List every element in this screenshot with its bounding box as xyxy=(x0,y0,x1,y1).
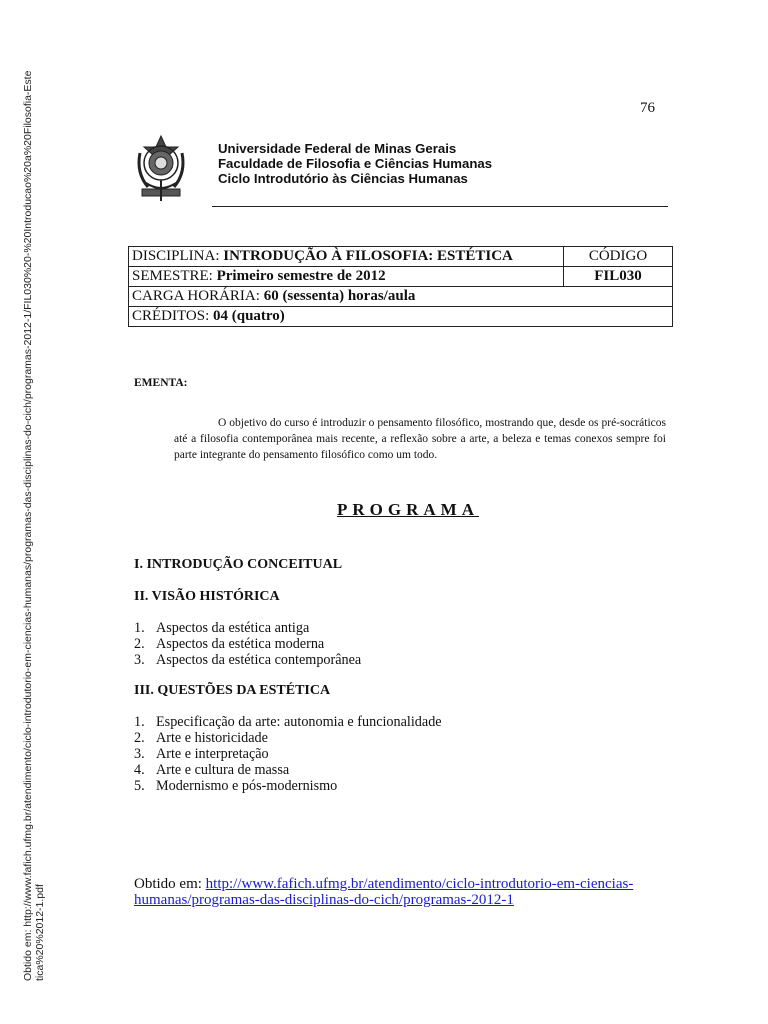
carga-value: 60 (sessenta) horas/aula xyxy=(263,288,416,304)
list-item-number: 5. xyxy=(134,778,145,794)
ementa-label: EMENTA: xyxy=(134,377,188,389)
faculty-name: Faculdade de Filosofia e Ciências Humanas xyxy=(218,156,493,171)
creditos-cell xyxy=(129,307,673,327)
list-item-number: 1. xyxy=(134,620,145,636)
side-url-line1: Obtido em: http://www.fafich.ufmg.br/atendimento/ciclo-introdutorio-em-ciencias-humanas/programas-das-disciplinas-do-cich/programas-2012-1/FIL030%20-%20Introducao%20a%20Filosofia-Este xyxy=(22,70,34,981)
ementa-text: O objetivo do curso é introduzir o pensamento filosófico, mostrando que, desde os pré-socráticos até a filosofia contemporânea mais recente, a reflexão sobre a arte, a beleza e temas conexos sempre foi parte integrante do pensamento filosófico como um todo. xyxy=(174,417,666,461)
list-item xyxy=(134,714,442,730)
header-divider xyxy=(212,206,668,207)
side-source-url xyxy=(22,0,46,985)
list-item xyxy=(134,620,361,636)
list-item-number: 3. xyxy=(134,652,145,668)
codigo-label: CÓDIGO xyxy=(564,247,673,267)
list-item xyxy=(134,762,442,778)
semestre-label: SEMESTRE: xyxy=(132,268,217,284)
list-item-number: 2. xyxy=(134,730,145,746)
course-info-table xyxy=(128,246,673,327)
carga-cell xyxy=(129,287,673,307)
disciplina-label: DISCIPLINA: xyxy=(132,248,224,264)
list-item xyxy=(134,746,442,762)
aesthetics-questions-list xyxy=(134,714,442,794)
programa-title: PROGRAMA xyxy=(337,500,479,519)
footer-prefix: Obtido em: xyxy=(134,876,206,892)
section-heading-3: III. QUESTÕES DA ESTÉTICA xyxy=(134,683,331,698)
list-item xyxy=(134,652,361,668)
list-item xyxy=(134,778,442,794)
list-item-text: Especificação da arte: autonomia e funcionalidade xyxy=(156,714,442,730)
table-row xyxy=(129,267,673,287)
section-heading-2: II. VISÃO HISTÓRICA xyxy=(134,589,280,604)
creditos-value: 04 (quatro) xyxy=(212,308,285,324)
side-url-line2: tica%20%2012-1.pdf xyxy=(34,884,46,981)
codigo-value-text: FIL030 xyxy=(594,268,642,284)
footer-source xyxy=(134,876,633,908)
university-name: Universidade Federal de Minas Gerais xyxy=(218,141,457,156)
list-item xyxy=(134,730,442,746)
disciplina-value: INTRODUÇÃO À FILOSOFIA: ESTÉTICA xyxy=(223,248,513,264)
disciplina-cell xyxy=(129,247,564,267)
list-item-text: Aspectos da estética moderna xyxy=(156,636,325,652)
section-heading-1: I. INTRODUÇÃO CONCEITUAL xyxy=(134,557,343,572)
table-row xyxy=(129,307,673,327)
cycle-name: Ciclo Introdutório às Ciências Humanas xyxy=(218,171,468,186)
list-item-text: Aspectos da estética antiga xyxy=(156,620,310,636)
semestre-cell xyxy=(129,267,564,287)
footer-link-line2[interactable]: humanas/programas-das-disciplinas-do-cich/programas-2012-1 xyxy=(134,892,514,908)
list-item-text: Arte e interpretação xyxy=(156,746,269,762)
brasao-republica-icon xyxy=(134,133,188,203)
list-item-number: 3. xyxy=(134,746,145,762)
codigo-value xyxy=(564,267,673,287)
carga-label: CARGA HORÁRIA: xyxy=(132,288,264,304)
list-item-text: Modernismo e pós-modernismo xyxy=(156,778,338,794)
list-item-text: Arte e cultura de massa xyxy=(156,762,290,778)
creditos-label: CRÉDITOS: xyxy=(132,308,213,324)
footer-link-line1[interactable]: http://www.fafich.ufmg.br/atendimento/ciclo-introdutorio-em-ciencias- xyxy=(205,876,634,892)
list-item-number: 4. xyxy=(134,762,145,778)
semestre-value: Primeiro semestre de 2012 xyxy=(216,268,386,284)
table-row xyxy=(129,247,673,267)
institution-header xyxy=(218,141,492,186)
historical-aspects-list xyxy=(134,620,361,668)
list-item-number: 1. xyxy=(134,714,145,730)
list-item-number: 2. xyxy=(134,636,145,652)
list-item xyxy=(134,636,361,652)
list-item-text: Aspectos da estética contemporânea xyxy=(156,652,362,668)
list-item-text: Arte e historicidade xyxy=(156,730,268,746)
table-row xyxy=(129,287,673,307)
page-number: 76 xyxy=(640,100,655,116)
